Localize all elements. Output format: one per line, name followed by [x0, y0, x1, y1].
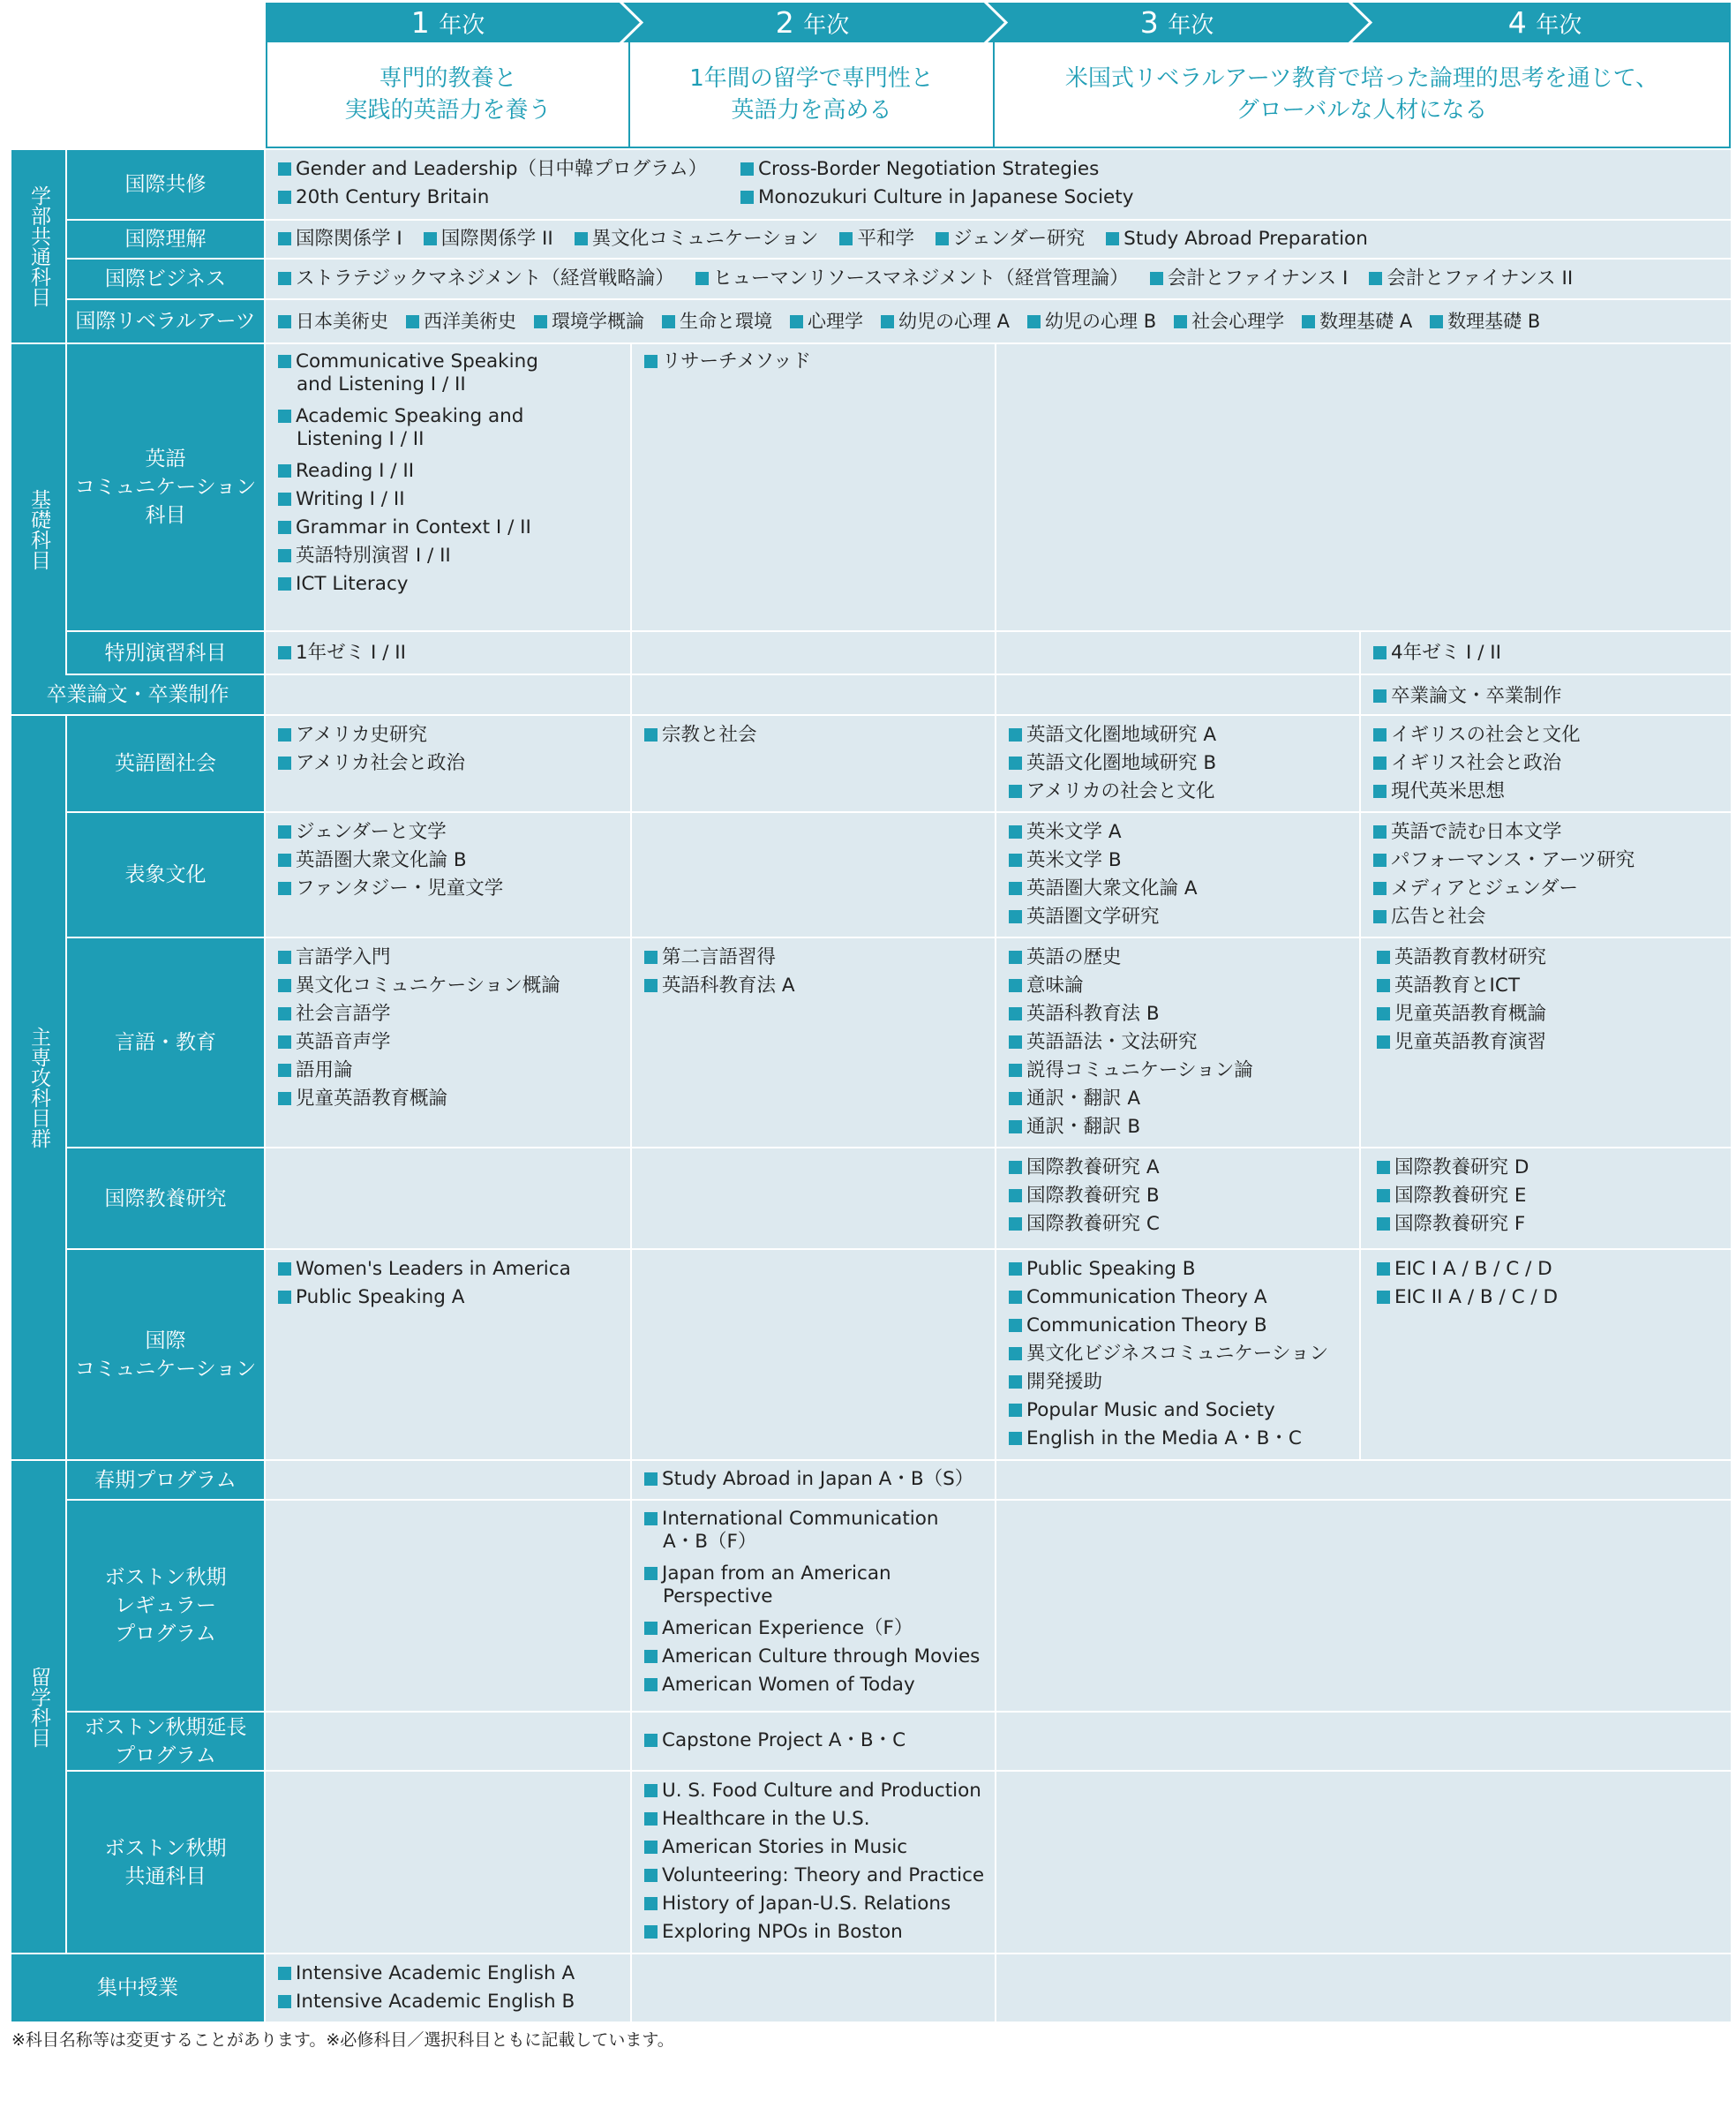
list-item: Popular Music and Society [1009, 1397, 1359, 1425]
list-item: Intensive Academic English A [278, 1960, 630, 1988]
list-item-cont: Perspective [663, 1585, 773, 1607]
cell-eigoken-y4 [1361, 716, 1731, 811]
category-major: 主専攻科目群 [11, 716, 65, 1459]
cell-kcomm-y1 [266, 1250, 630, 1459]
cell-kyoyo-y4 [1361, 1148, 1731, 1248]
list-item: Exploring NPOs in Boston [644, 1918, 995, 1946]
list-item: 平和学 [839, 228, 914, 250]
list-item: Public Speaking B [1009, 1255, 1359, 1284]
list-item: 国際教養研究 E [1377, 1182, 1731, 1210]
list-item: American Stories in Music [644, 1833, 995, 1862]
chevron-right-icon [980, 0, 1010, 45]
list-item: 広告と社会 [1373, 903, 1731, 931]
list-item: 児童英語教育演習 [1377, 1028, 1731, 1057]
category-basic: 基礎科目 [11, 344, 65, 714]
list-item: 英語教育教材研究 [1377, 944, 1731, 972]
list-item: ジェンダーと文学 [278, 818, 630, 847]
cell-sotsugyo-y1 [266, 675, 630, 714]
list-item: Gender and Leadership（日中韓プログラム） [278, 155, 707, 184]
list-item: Study Abroad in Japan A・B（S） [644, 1465, 995, 1494]
list-item: 4年ゼミ I / II [1373, 639, 1731, 667]
cell-extension-y34 [996, 1713, 1731, 1770]
list-item: 社会心理学 [1174, 311, 1284, 332]
list-item: 英語音声学 [278, 1028, 630, 1057]
list-item: Monozukuri Culture in Japanese Society [740, 184, 1133, 212]
year-header-2: 2 年次 [630, 3, 995, 42]
cell-hyosho-y2 [632, 813, 995, 937]
sub-kokusai-comm: 国際 コミュニケーション [67, 1250, 264, 1459]
list-item: アメリカ史研究 [278, 721, 630, 749]
list-item: リサーチメソッド [644, 348, 995, 376]
list-item: 児童英語教育概論 [278, 1085, 630, 1113]
sub-kokusai-kyoshu: 国際共修 [67, 150, 264, 219]
sub-boston-extension: ボストン秋期延長 プログラム [67, 1713, 264, 1770]
sub-kokusai-rikai: 国際理解 [67, 221, 264, 258]
cell-shuchu-y34 [996, 1954, 1731, 2021]
cell-eigo-comm-y2 [632, 344, 995, 630]
cell-gengo-y1 [266, 938, 630, 1147]
list-item: 第二言語習得 [644, 944, 995, 972]
list-item: Reading I / II [278, 457, 630, 486]
cell-business [266, 260, 1731, 298]
list-item: Writing I / II [278, 486, 630, 514]
list-item: 英語科教育法 B [1009, 1000, 1359, 1028]
cell-shuchu-y2 [632, 1954, 995, 2021]
list-item: 異文化コミュニケーション [575, 228, 819, 250]
cell-kcomm-y4 [1361, 1250, 1731, 1459]
list-item: Healthcare in the U.S. [644, 1805, 995, 1833]
list-item: American Women of Today [644, 1671, 995, 1699]
cell-gengo-y4 [1361, 938, 1731, 1147]
sub-shunki: 春期プログラム [67, 1461, 264, 1499]
category-abroad: 留学科目 [11, 1461, 65, 1953]
list-item-cont: A・B（F） [663, 1531, 757, 1553]
list-item: 英語文化圏地域研究 B [1009, 749, 1359, 778]
cell-eigoken-y3 [996, 716, 1359, 811]
list-item: Cross-Border Negotiation Strategies [740, 155, 1133, 184]
cell-kyoyo-y3 [996, 1148, 1359, 1248]
list-item: EIC II A / B / C / D [1377, 1284, 1731, 1312]
list-item: 英語特別演習 I / II [278, 542, 630, 570]
list-item: 国際教養研究 F [1377, 1210, 1731, 1238]
cell-extension-y1 [266, 1713, 630, 1770]
cell-shunki-y34 [996, 1461, 1731, 1499]
cell-hyosho-y3 [996, 813, 1359, 937]
cell-bcommon-y34 [996, 1772, 1731, 1953]
list-item: ジェンダー研究 [936, 228, 1085, 250]
cell-eigo-comm-y1 [266, 344, 630, 630]
sub-shuchu: 集中授業 [11, 1954, 264, 2021]
list-item: Study Abroad Preparation [1106, 228, 1368, 250]
year-header-3: 3 年次 [995, 3, 1359, 42]
list-item: 数理基礎 B [1430, 311, 1540, 332]
list-item: 開発援助 [1009, 1368, 1359, 1397]
sub-kokusai-business: 国際ビジネス [67, 260, 264, 298]
list-item: Japan from an American [644, 1560, 995, 1588]
list-item: 心理学 [790, 311, 863, 332]
list-item: Academic Speaking and [278, 403, 630, 431]
cell-liberal [266, 300, 1731, 343]
list-item: Communicative Speaking [278, 348, 630, 376]
cell-eigoken-y2 [632, 716, 995, 811]
list-item: 幼児の心理 B [1027, 311, 1156, 332]
cell-rikai [266, 221, 1731, 258]
list-item: 英語教育とICT [1377, 972, 1731, 1000]
cell-kcomm-y2 [632, 1250, 995, 1459]
list-item: 英語語法・文法研究 [1009, 1028, 1359, 1057]
list-item: Intensive Academic English B [278, 1988, 630, 2016]
list-item: 異文化コミュニケーション概論 [278, 972, 630, 1000]
list-item: 現代英米思想 [1373, 778, 1731, 806]
cell-gengo-y2 [632, 938, 995, 1147]
list-item: 日本美術史 [278, 311, 388, 332]
list-item: 生命と環境 [662, 311, 772, 332]
year-header-1: 1 年次 [266, 3, 630, 42]
sub-tokubetsu: 特別演習科目 [67, 632, 264, 674]
cell-hyosho-y4 [1361, 813, 1731, 937]
list-item: メディアとジェンダー [1373, 875, 1731, 903]
cell-eigoken-y1 [266, 716, 630, 811]
cell-regular-y2 [632, 1501, 995, 1711]
list-item: 国際教養研究 A [1009, 1154, 1359, 1182]
list-item: 通訳・翻訳 B [1009, 1113, 1359, 1141]
list-item: 異文化ビジネスコミュニケーション [1009, 1340, 1359, 1368]
list-item: イギリスの社会と文化 [1373, 721, 1731, 749]
list-item: Grammar in Context I / II [278, 514, 630, 542]
goal-year-1: 専門的教養と 実践的英語力を養う [266, 42, 630, 148]
list-item: 環境学概論 [534, 311, 644, 332]
cell-regular-y34 [996, 1501, 1731, 1711]
sub-kokusai-liberal: 国際リベラルアーツ [67, 300, 264, 343]
list-item: アメリカの社会と文化 [1009, 778, 1359, 806]
list-item: 西洋美術史 [406, 311, 516, 332]
list-item: 数理基礎 A [1302, 311, 1412, 332]
list-item: 英語圏大衆文化論 B [278, 847, 630, 875]
cell-shuchu-y1 [266, 1954, 630, 2021]
list-item-cont: and Listening I / II [297, 373, 466, 395]
chevron-right-icon [1344, 0, 1374, 45]
list-item: 通訳・翻訳 A [1009, 1085, 1359, 1113]
sub-sotsugyo: 卒業論文・卒業制作 [11, 675, 264, 714]
list-item: 英語の歴史 [1009, 944, 1359, 972]
cell-shunki-y1 [266, 1461, 630, 1499]
list-item: 20th Century Britain [278, 184, 707, 212]
list-item: 説得コミュニケーション論 [1009, 1057, 1359, 1085]
list-item: イギリス社会と政治 [1373, 749, 1731, 778]
list-item: 会計とファイナンス I [1150, 267, 1349, 290]
sub-kyoyo: 国際教養研究 [67, 1148, 264, 1248]
list-item: Communication Theory B [1009, 1312, 1359, 1340]
list-item: English in the Media A・B・C [1009, 1425, 1359, 1453]
list-item: 英語文化圏地域研究 A [1009, 721, 1359, 749]
sub-gengo: 言語・教育 [67, 938, 264, 1147]
sub-boston-regular: ボストン秋期 レギュラー プログラム [67, 1501, 264, 1711]
sub-boston-common: ボストン秋期 共通科目 [67, 1772, 264, 1953]
chevron-right-icon [615, 0, 645, 45]
list-item: ヒューマンリソースマネジメント（経営管理論） [695, 267, 1129, 290]
cell-tokubetsu-y1 [266, 632, 630, 674]
list-item-cont: Listening I / II [297, 428, 425, 450]
cell-sotsugyo-y2 [632, 675, 995, 714]
list-item: 国際関係学 I [278, 228, 402, 250]
list-item: 英米文学 B [1009, 847, 1359, 875]
cell-bcommon-y1 [266, 1772, 630, 1953]
cell-kyoyo-y1 [266, 1148, 630, 1248]
cell-sotsugyo-y4 [1361, 675, 1731, 714]
cell-hyosho-y1 [266, 813, 630, 937]
sub-hyosho: 表象文化 [67, 813, 264, 937]
list-item: ストラテジックマネジメント（経営戦略論） [278, 267, 674, 290]
cell-tokubetsu-y4 [1361, 632, 1731, 674]
list-item: U. S. Food Culture and Production [644, 1777, 995, 1805]
goal-year-2: 1年間の留学で専門性と 英語力を高める [630, 42, 995, 148]
list-item: ICT Literacy [278, 570, 630, 599]
cell-regular-y1 [266, 1501, 630, 1711]
list-item: Volunteering: Theory and Practice [644, 1862, 995, 1890]
cell-shunki-y2 [632, 1461, 995, 1499]
list-item: 国際教養研究 B [1009, 1182, 1359, 1210]
list-item: 卒業論文・卒業制作 [1373, 682, 1731, 711]
cell-sotsugyo-y3 [996, 675, 1359, 714]
cell-kcomm-y3 [996, 1250, 1359, 1459]
list-item: 会計とファイナンス II [1369, 267, 1573, 290]
cell-gengo-y3 [996, 938, 1359, 1147]
list-item: 国際教養研究 D [1377, 1154, 1731, 1182]
sub-eigo-comm: 英語 コミュニケーション 科目 [67, 344, 264, 630]
list-item: 英語圏大衆文化論 A [1009, 875, 1359, 903]
list-item: 英米文学 A [1009, 818, 1359, 847]
list-item: EIC I A / B / C / D [1377, 1255, 1731, 1284]
list-item: 国際教養研究 C [1009, 1210, 1359, 1238]
cell-tokubetsu-y2 [632, 632, 995, 674]
list-item: 語用論 [278, 1057, 630, 1085]
list-item: 英語で読む日本文学 [1373, 818, 1731, 847]
list-item: 1年ゼミ I / II [278, 639, 630, 667]
cell-eigo-comm-y34 [996, 344, 1731, 630]
list-item: History of Japan-U.S. Relations [644, 1890, 995, 1918]
goal-year-3-4: 米国式リベラルアーツ教育で培った論理的思考を通じて、 グローバルな人材になる [995, 42, 1731, 148]
list-item: 宗教と社会 [644, 721, 995, 749]
list-item: 児童英語教育概論 [1377, 1000, 1731, 1028]
list-item: 国際関係学 II [424, 228, 553, 250]
list-item: American Culture through Movies [644, 1643, 995, 1671]
list-item: Public Speaking A [278, 1284, 630, 1312]
list-item: パフォーマンス・アーツ研究 [1373, 847, 1731, 875]
list-item: Communication Theory A [1009, 1284, 1359, 1312]
list-item: 社会言語学 [278, 1000, 630, 1028]
list-item: American Experience（F） [644, 1615, 995, 1643]
list-item: 意味論 [1009, 972, 1359, 1000]
list-item: 英語圏文学研究 [1009, 903, 1359, 931]
cell-kyoyo-y2 [632, 1148, 995, 1248]
list-item: Women's Leaders in America [278, 1255, 630, 1284]
list-item: International Communication [644, 1505, 995, 1533]
cell-tokubetsu-y3 [996, 632, 1359, 674]
list-item: 英語科教育法 A [644, 972, 995, 1000]
list-item: アメリカ社会と政治 [278, 749, 630, 778]
list-item: Capstone Project A・B・C [644, 1727, 995, 1755]
list-item: 幼児の心理 A [881, 311, 1010, 332]
list-item: ファンタジー・児童文学 [278, 875, 630, 903]
sub-eigoken: 英語圏社会 [67, 716, 264, 811]
footnote: ※科目名称等は変更することがあります。※必修科目／選択科目ともに記載しています。 [11, 2030, 674, 2050]
category-common: 学部共通科目 [11, 150, 65, 343]
list-item: 言語学入門 [278, 944, 630, 972]
cell-kyoshu [266, 150, 1731, 219]
year-header-4: 4 年次 [1359, 3, 1731, 42]
cell-extension-y2 [632, 1713, 995, 1770]
cell-bcommon-y2 [632, 1772, 995, 1953]
